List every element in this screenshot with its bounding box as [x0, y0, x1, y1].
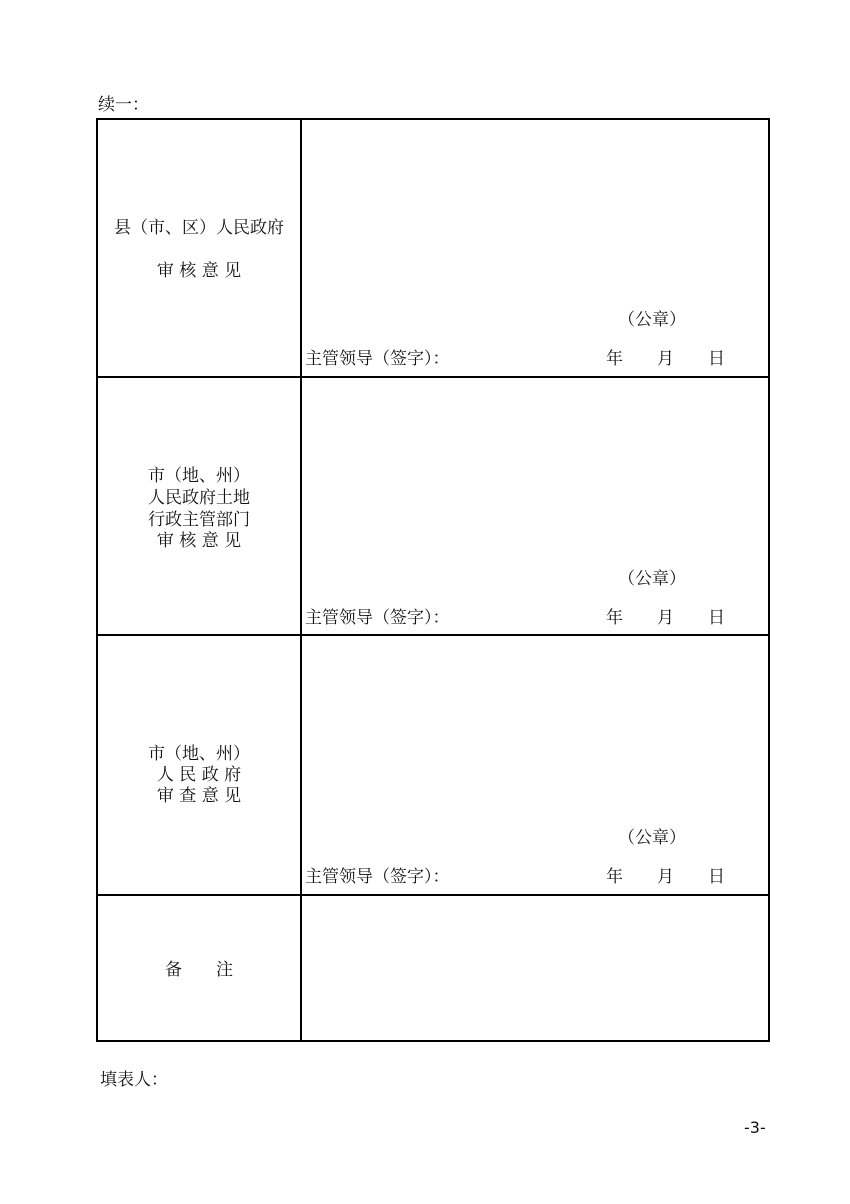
- city-land-dept-label-line-3: 行政主管部门: [148, 510, 250, 530]
- city-land-dept-date-year: 年: [606, 608, 623, 628]
- county-review-label-line-2: 审 核 意 见: [156, 261, 242, 281]
- city-gov-review-row: [98, 636, 768, 896]
- county-review-seal-label: （公章）: [618, 310, 686, 330]
- county-review-date-day: 日: [708, 349, 725, 369]
- city-land-dept-review-row: [98, 378, 768, 636]
- remarks-field[interactable]: [302, 896, 768, 1042]
- continuation-label: 续一：: [98, 95, 149, 115]
- city-land-dept-label-cell: [98, 378, 302, 634]
- city-gov-date-month: 月: [657, 867, 674, 887]
- approval-form-table: [96, 118, 770, 1042]
- remarks-label: 备 注: [165, 960, 233, 980]
- city-land-dept-label-line-4: 审 核 意 见: [156, 531, 242, 551]
- county-review-signer-label: 主管领导（签字）：: [305, 349, 450, 369]
- county-review-row: [98, 120, 768, 378]
- form-filler-label: 填表人：: [100, 1070, 168, 1090]
- city-gov-label-cell: [98, 636, 302, 894]
- city-gov-seal-label: （公章）: [618, 828, 686, 848]
- city-land-dept-date-day: 日: [708, 608, 725, 628]
- city-gov-label-line-3: 审 查 意 见: [156, 786, 242, 806]
- city-land-dept-seal-label: （公章）: [618, 569, 686, 589]
- city-gov-opinion-field[interactable]: [302, 636, 768, 894]
- city-land-dept-date-month: 月: [657, 608, 674, 628]
- city-gov-signer-label: 主管领导（签字）：: [305, 867, 450, 887]
- city-gov-date-day: 日: [708, 867, 725, 887]
- remarks-row: [98, 896, 768, 1042]
- city-gov-date-year: 年: [606, 867, 623, 887]
- county-review-date-year: 年: [606, 349, 623, 369]
- city-land-dept-signer-label: 主管领导（签字）：: [305, 608, 450, 628]
- county-review-date-month: 月: [657, 349, 674, 369]
- city-land-dept-label-line-1: 市（地、州）: [148, 466, 250, 486]
- city-gov-label-line-2: 人 民 政 府: [156, 765, 242, 785]
- county-review-label-cell: [98, 120, 302, 376]
- city-gov-label-line-1: 市（地、州）: [148, 744, 250, 764]
- city-land-dept-label-line-2: 人民政府土地: [148, 488, 250, 508]
- county-review-label-line-1: 县（市、区）人民政府: [114, 218, 284, 238]
- county-review-opinion-field[interactable]: [302, 120, 768, 376]
- remarks-label-cell: [98, 896, 302, 1042]
- page-number: -3-: [744, 1118, 766, 1137]
- city-land-dept-opinion-field[interactable]: [302, 378, 768, 634]
